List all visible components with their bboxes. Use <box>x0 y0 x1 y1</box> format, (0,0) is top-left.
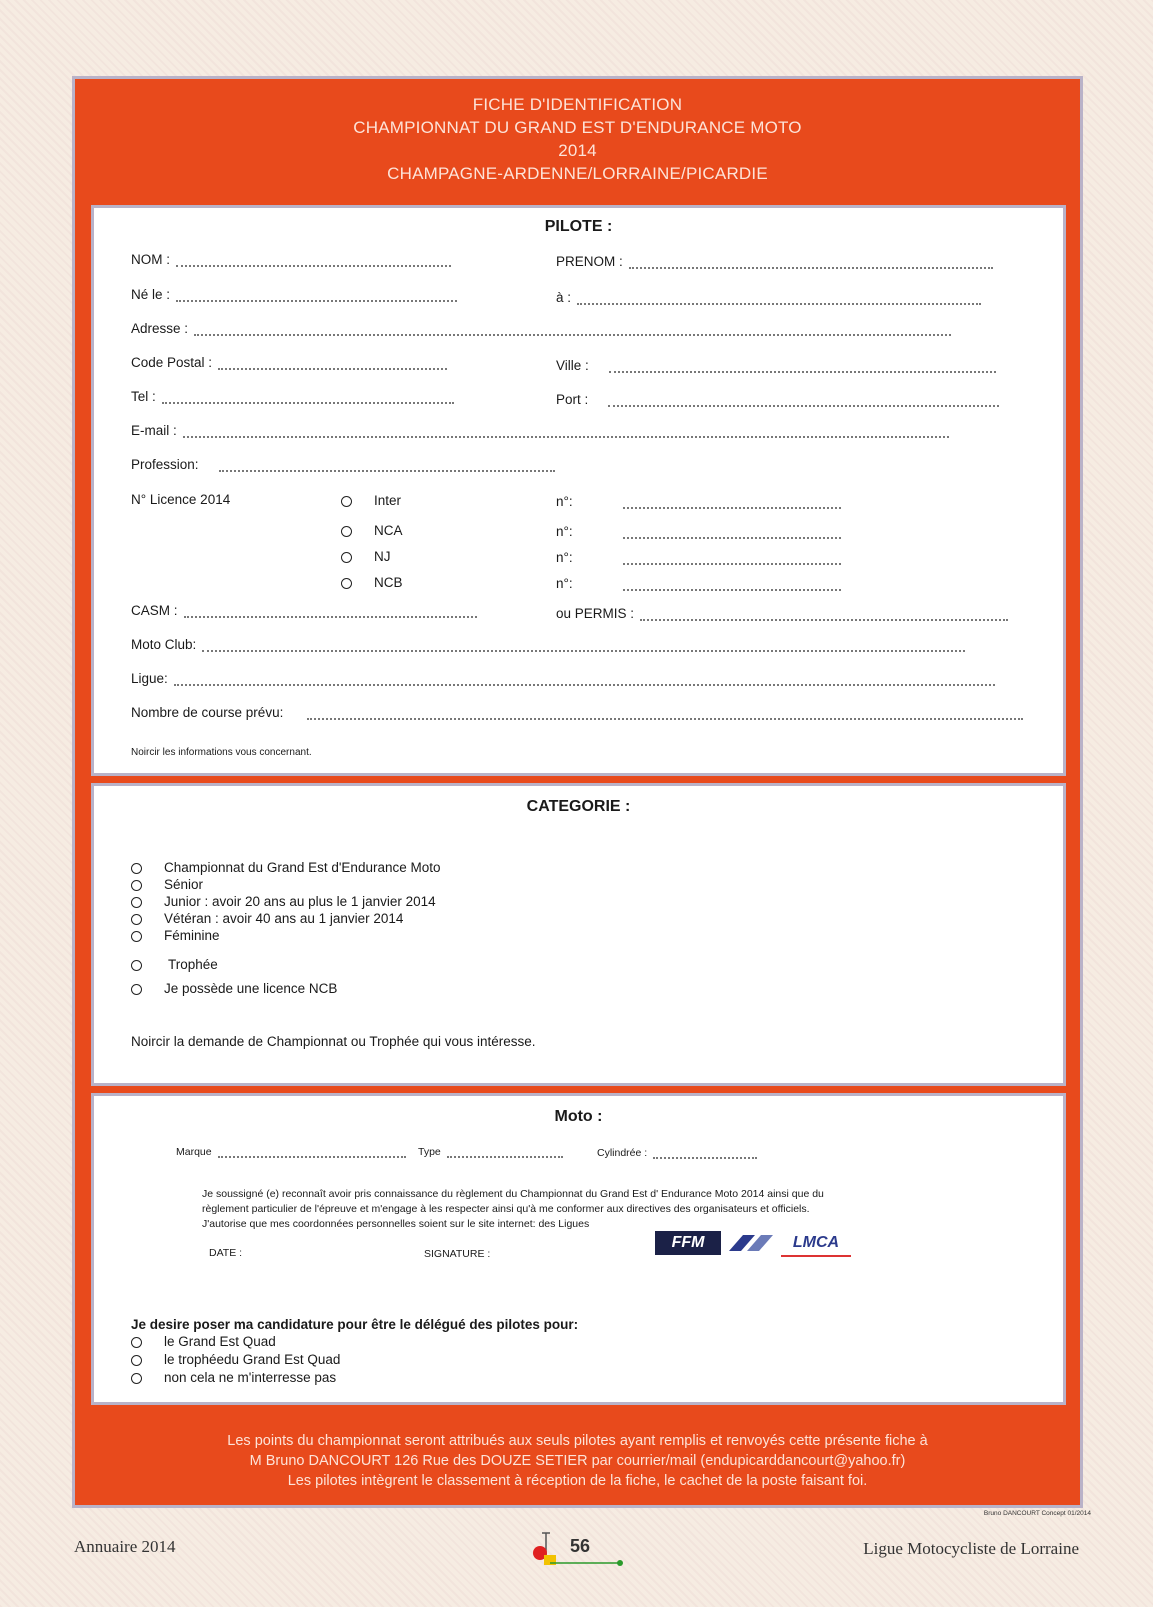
radio-circle-icon <box>131 914 142 925</box>
ligue-field[interactable] <box>131 671 995 686</box>
ville-label: Ville : <box>556 358 589 373</box>
licence-inter-option[interactable] <box>341 493 401 508</box>
ffm-logo: FFM <box>655 1231 721 1255</box>
radio-circle-icon <box>131 1355 142 1366</box>
lieu-label: à : <box>556 290 572 305</box>
pilote-title: PILOTE : <box>544 218 613 235</box>
profession-label: Profession: <box>131 457 199 472</box>
ne-le-label: Né le : <box>131 287 171 302</box>
delegue-quad-option[interactable] <box>131 1334 276 1349</box>
licence-nj-label: NJ <box>374 549 391 564</box>
pilote-panel <box>91 205 1066 776</box>
port-field[interactable] <box>556 392 999 407</box>
league-logo <box>725 1231 777 1255</box>
tel-field[interactable] <box>131 389 454 404</box>
footer-line-1: Les points du championnat seront attribués aux seuls pilotes ayant remplis et renvoyés cette présente fiche à <box>227 1433 928 1449</box>
credit-line: Bruno DANCOURT Concept 01/2014 <box>983 1510 1091 1517</box>
ligue-label: Ligue: <box>131 671 168 686</box>
radio-circle-icon <box>131 897 142 908</box>
radio-circle-icon <box>341 578 352 589</box>
form-header <box>75 93 1080 185</box>
licence-ncb-option[interactable] <box>341 575 403 590</box>
delegue-none-option[interactable] <box>131 1370 336 1385</box>
page-number: 56 <box>570 1536 591 1556</box>
categorie-junior-option[interactable] <box>131 894 436 909</box>
numero-label: n°: <box>556 524 573 539</box>
radio-circle-icon <box>341 496 352 507</box>
tel-label: Tel : <box>131 389 156 404</box>
moto-club-label: Moto Club: <box>131 637 197 652</box>
footer-line-2: M Bruno DANCOURT 126 Rue des DOUZE SETIER par courrier/mail (endupicarddancourt@yahoo.fr) <box>249 1453 906 1469</box>
categorie-junior-label: Junior : avoir 20 ans au plus le 1 janvier 2014 <box>164 894 436 909</box>
categorie-feminine-label: Féminine <box>164 928 220 943</box>
delegue-none-label: non cela ne m'interresse pas <box>164 1370 337 1385</box>
licence-inter-number-field[interactable] <box>556 494 841 509</box>
categorie-note: Noircir la demande de Championnat ou Trophée qui vous intéresse. <box>131 1034 536 1049</box>
code-postal-field[interactable] <box>131 355 447 370</box>
licence-nca-label: NCA <box>374 523 403 538</box>
categorie-panel <box>91 783 1066 1086</box>
lmca-logo: LMCA <box>781 1231 851 1257</box>
nombre-course-label: Nombre de course prévu: <box>131 705 284 720</box>
categorie-ncb-option[interactable] <box>131 981 337 996</box>
adresse-field[interactable] <box>131 321 951 336</box>
marque-field[interactable] <box>176 1144 406 1158</box>
radio-circle-icon <box>131 984 142 995</box>
categorie-senior-label: Sénior <box>164 877 204 892</box>
code-postal-label: Code Postal : <box>131 355 213 370</box>
form-footer <box>75 1431 1080 1491</box>
port-label: Port : <box>556 392 589 407</box>
radio-circle-icon <box>341 526 352 537</box>
moto-club-field[interactable] <box>131 637 965 652</box>
categorie-title: CATEGORIE : <box>526 798 631 815</box>
radio-circle-icon <box>131 1373 142 1384</box>
categorie-senior-option[interactable] <box>131 877 203 892</box>
declaration-line-2: règlement particulier de l'épreuve et m'engage à les respecter ainsi qu'à me conformer aux directives des organisateurs et officiels. <box>202 1203 810 1215</box>
header-line-1: FICHE D'IDENTIFICATION <box>472 95 683 114</box>
categorie-trophee-label: Trophée <box>168 957 218 972</box>
licence-ncb-number-field[interactable] <box>556 576 841 591</box>
league-emblem-icon <box>725 1231 777 1255</box>
prenom-label: PRENOM : <box>556 254 623 269</box>
nom-label: NOM : <box>131 252 170 267</box>
date-label: DATE : <box>209 1247 243 1259</box>
identification-form <box>72 76 1083 1508</box>
moto-panel <box>91 1093 1066 1405</box>
moto-title: Moto : <box>554 1108 603 1125</box>
pilote-note: Noircir les informations vous concernant. <box>131 747 312 758</box>
numero-label: n°: <box>556 550 573 565</box>
numero-label: n°: <box>556 494 573 509</box>
declaration-line-3: J'autorise que mes coordonnées personnelles soient sur le site internet: des Ligues <box>202 1218 590 1230</box>
header-line-4: CHAMPAGNE-ARDENNE/LORRAINE/PICARDIE <box>387 164 768 183</box>
delegue-trophee-label: le trophéedu Grand Est Quad <box>164 1352 341 1367</box>
radio-circle-icon <box>131 931 142 942</box>
radio-circle-icon <box>341 552 352 563</box>
footer-line-3: Les pilotes intègrent le classement à réception de la fiche, le cachet de la poste faisant foi. <box>287 1473 868 1489</box>
header-line-3: 2014 <box>558 141 597 160</box>
licence-nca-option[interactable] <box>341 523 403 538</box>
cylindree-label: Cylindrée : <box>597 1147 648 1159</box>
permis-field[interactable] <box>556 606 1008 621</box>
ne-le-field[interactable] <box>131 287 457 302</box>
radio-circle-icon <box>131 960 142 971</box>
licence-nj-number-field[interactable] <box>556 550 841 565</box>
cylindree-field[interactable] <box>597 1145 757 1159</box>
signature-label: SIGNATURE : <box>424 1248 491 1260</box>
email-label: E-mail : <box>131 423 177 438</box>
numero-label: n°: <box>556 576 573 591</box>
categorie-veteran-label: Vétéran : avoir 40 ans au 1 janvier 2014 <box>164 911 404 926</box>
delegue-title: Je desire poser ma candidature pour être le délégué des pilotes pour: <box>131 1317 579 1332</box>
type-field[interactable] <box>418 1144 563 1158</box>
categorie-trophee-option[interactable] <box>131 957 218 972</box>
email-field[interactable] <box>131 423 949 438</box>
licence-nj-option[interactable] <box>341 549 391 564</box>
casm-label: CASM : <box>131 603 178 618</box>
licence-ncb-label: NCB <box>374 575 403 590</box>
delegue-trophee-option[interactable] <box>131 1352 340 1367</box>
licence-label: N° Licence 2014 <box>131 492 231 507</box>
categorie-ncb-label: Je possède une licence NCB <box>164 981 338 996</box>
licence-nca-number-field[interactable] <box>556 524 841 539</box>
nombre-course-field[interactable] <box>131 705 1023 720</box>
categorie-feminine-option[interactable] <box>131 928 220 943</box>
adresse-label: Adresse : <box>131 321 189 336</box>
ville-field[interactable] <box>556 358 996 373</box>
nom-field[interactable] <box>131 252 451 267</box>
licence-inter-label: Inter <box>374 493 402 508</box>
header-line-2: CHAMPIONNAT DU GRAND EST D'ENDURANCE MOTO <box>353 118 802 137</box>
profession-field[interactable] <box>131 457 555 472</box>
marque-label: Marque <box>176 1146 212 1158</box>
lieu-naissance-field[interactable] <box>556 290 981 305</box>
categorie-championnat-label: Championnat du Grand Est d'Endurance Moto <box>164 860 441 875</box>
declaration-line-1: Je soussigné (e) reconnaît avoir pris connaissance du règlement du Championnat du Grand Est d' Endurance Moto 2014 ainsi que du <box>202 1188 824 1200</box>
categorie-championnat-option[interactable] <box>131 860 441 875</box>
radio-circle-icon <box>131 880 142 891</box>
permis-label: ou PERMIS : <box>556 606 635 621</box>
prenom-field[interactable] <box>556 254 993 269</box>
ligue-label: Ligue Motocycliste de Lorraine <box>863 1539 1079 1558</box>
categorie-veteran-option[interactable] <box>131 911 403 926</box>
annuaire-label: Annuaire 2014 <box>74 1537 176 1556</box>
radio-circle-icon <box>131 1337 142 1348</box>
type-label: Type <box>418 1146 441 1158</box>
delegue-quad-label: le Grand Est Quad <box>164 1334 276 1349</box>
radio-circle-icon <box>131 863 142 874</box>
casm-field[interactable] <box>131 603 477 618</box>
